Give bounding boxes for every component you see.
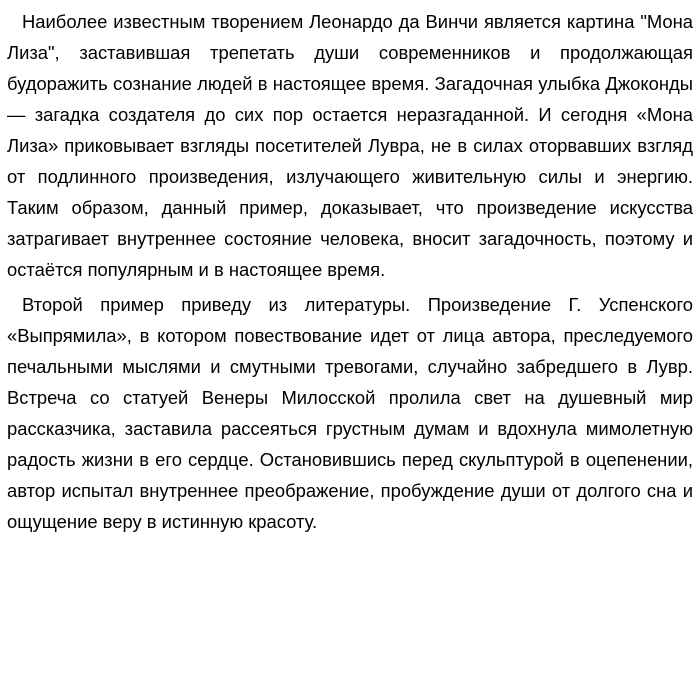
paragraph-uspensky: Второй пример приведу из литературы. Произведение Г. Успенского «Выпрямила», в котором повествование идет от лица автора, преследуемого печальными мыслями и смутными тревогами, случайно забредшего в Лувр. Встреча со статуей Венеры Милосской пролила свет на душевный мир рассказчика, заставила рассеяться грустным думам и вдохнула мимолетную радость жизни в его сердце. Остановившись перед скульптурой в оцепенении, автор испытал внутреннее преображение, пробуждение души от долгого сна и ощущение веру в истинную красоту. [7,294,693,532]
paragraph-mona-lisa: Наиболее известным творением Леонардо да Винчи является картина "Мона Лиза", заставившая трепетать души современников и продолжающая будоражить сознание людей в настоящее время. Загадочная улыбка Джоконды — загадка создателя до сих пор остается неразгаданной. И сегодня «Мона Лиза» приковывает взгляды посетителей Лувра, не в силах оторвавших взгляд от подлинного произведения, излучающего живительную силы и энергию. Таким образом, данный пример, доказывает, что произведение искусства затрагивает внутреннее состояние человека, вносит загадочность, поэтому и остаётся популярным и в настоящее время. [7,11,693,280]
